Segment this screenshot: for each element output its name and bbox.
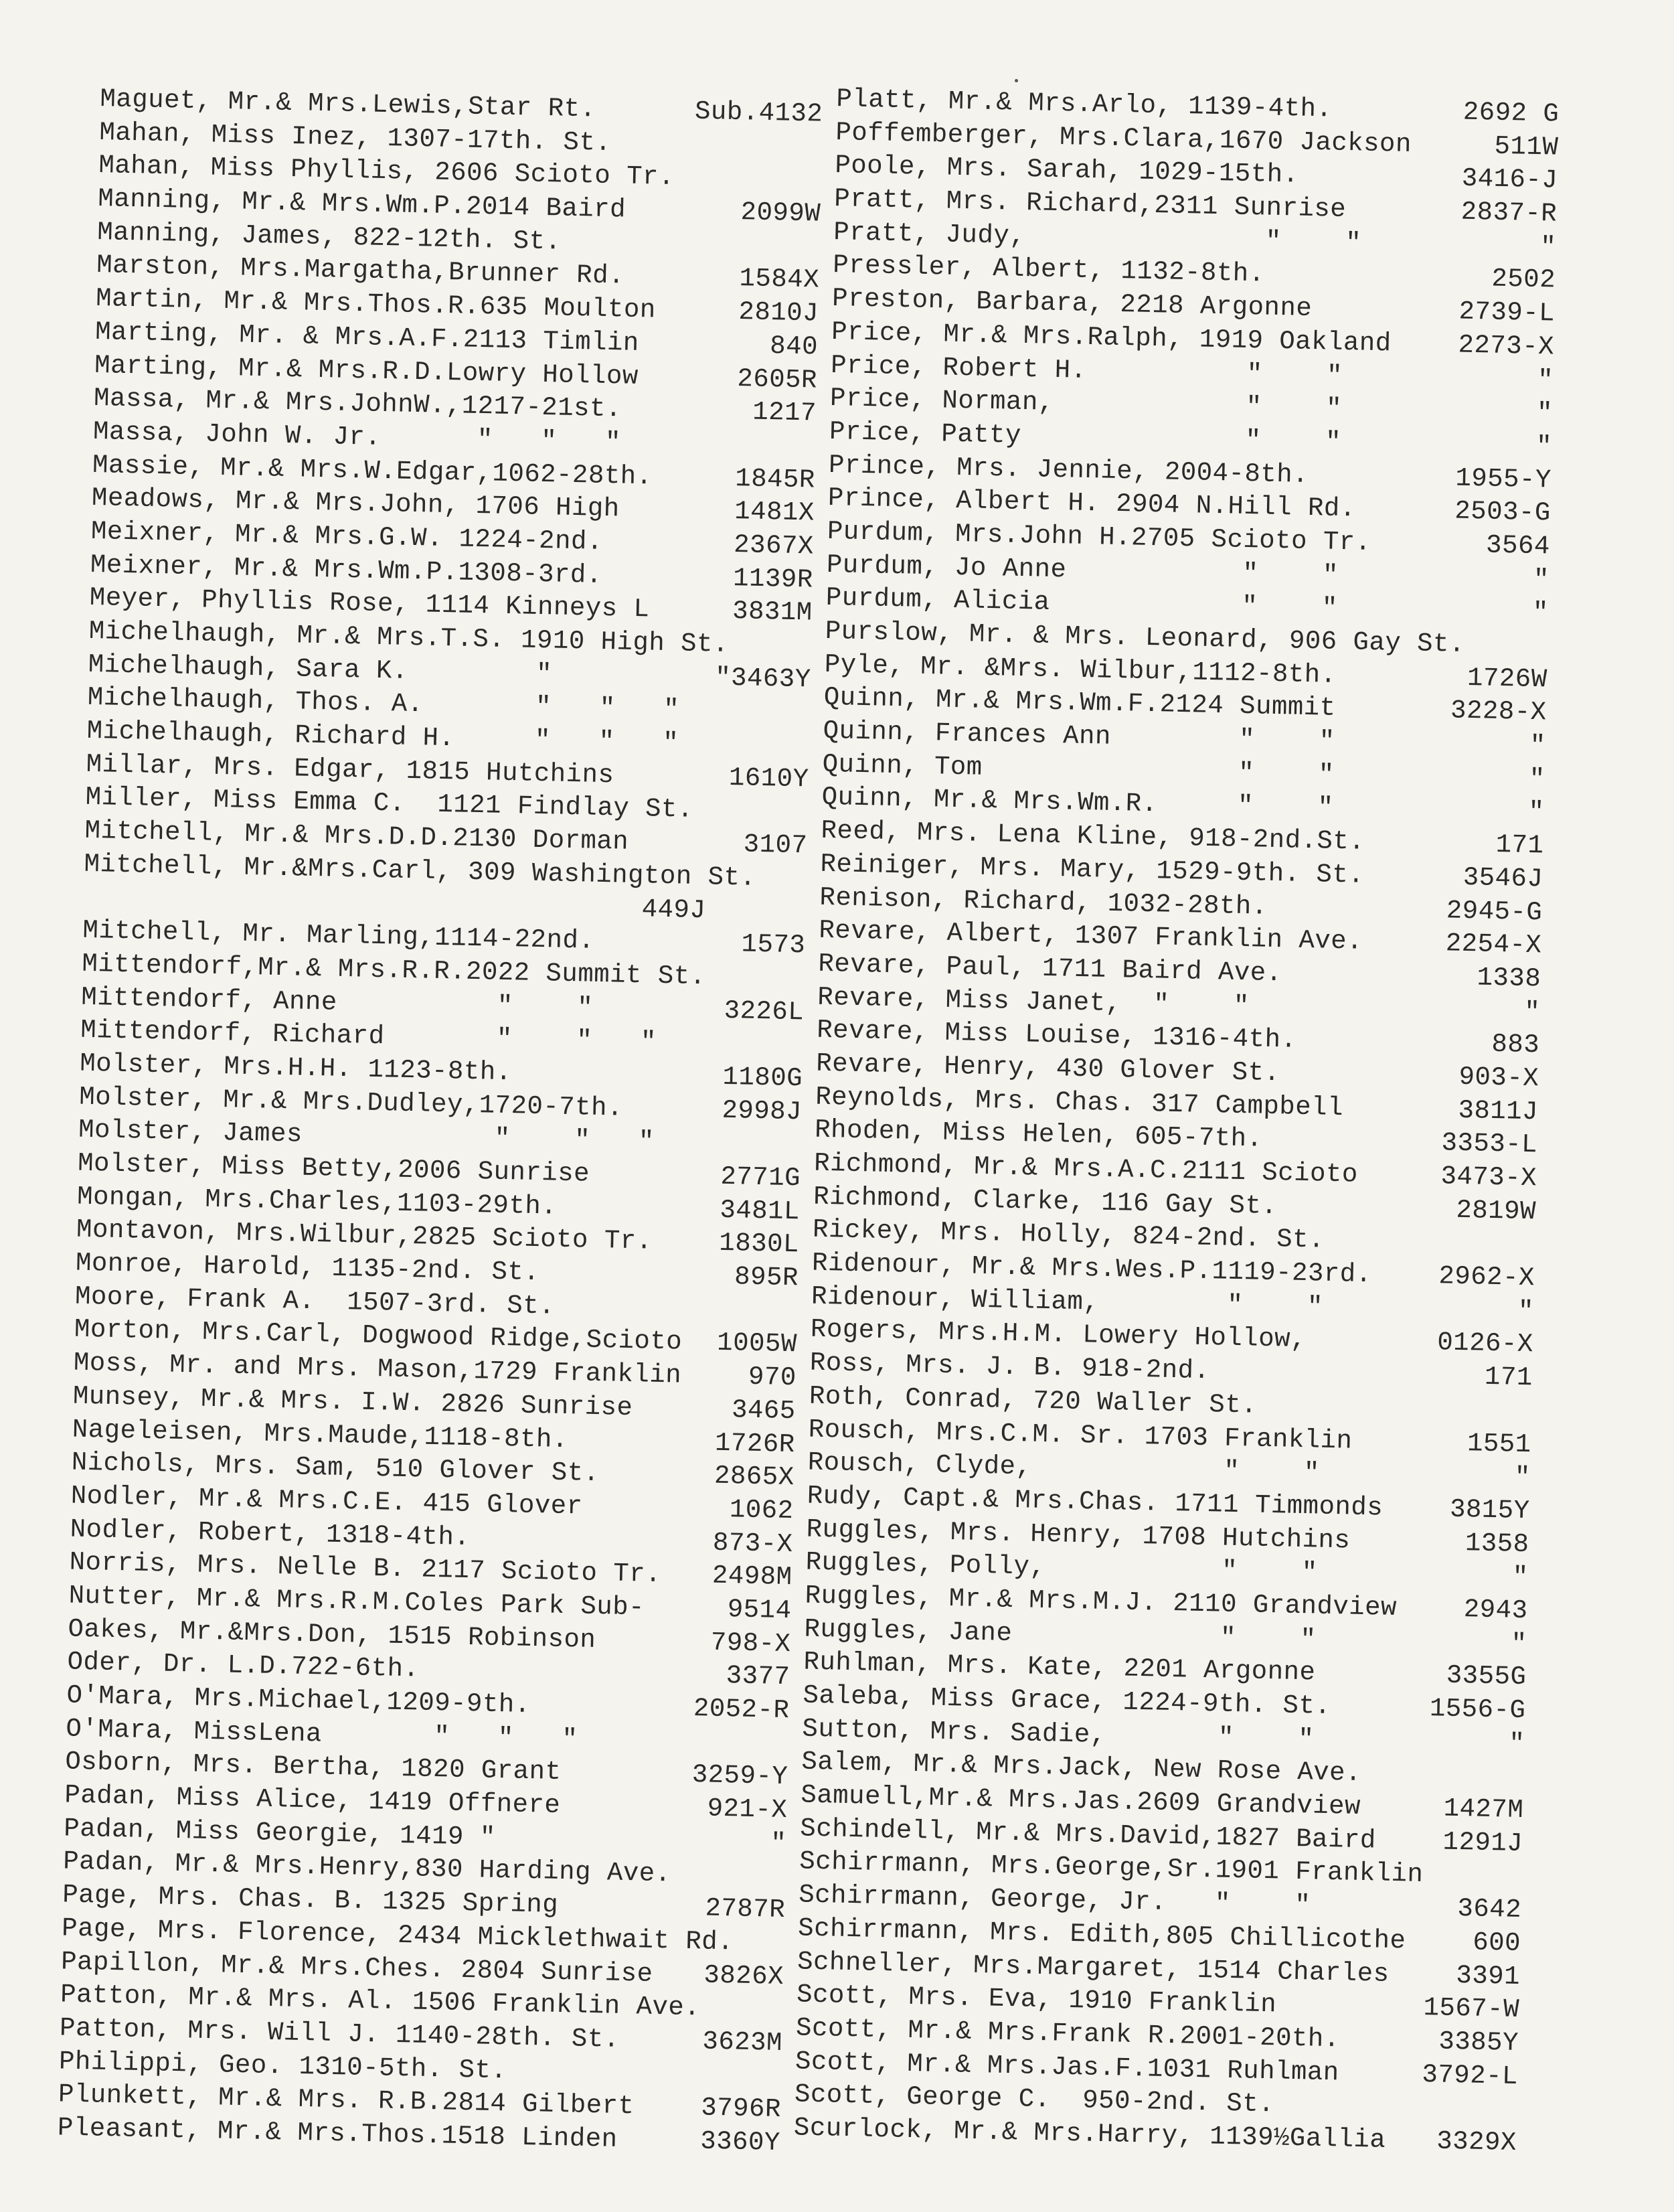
entry-name-address: Pyle, Mr. &Mrs. Wilbur,1112-8th.: [824, 649, 1337, 690]
entry-phone: 1726W: [1467, 663, 1548, 695]
entry-phone: 2998J: [722, 1095, 803, 1127]
entry-name-address: Quinn, Mr.& Mrs.Wm.F.2124 Summit: [823, 683, 1336, 724]
entry-name-address: O'Mara, MissLena " " ": [66, 1714, 578, 1755]
entry-name-address: Rogers, Mrs.H.M. Lowery Hollow,: [810, 1315, 1307, 1355]
entry-name-address: Norris, Mrs. Nelle B. 2117 Scioto Tr.: [69, 1547, 662, 1590]
entry-name-address: Nichols, Mrs. Sam, 510 Glover St.: [71, 1447, 600, 1489]
entry-phone: 1551: [1467, 1428, 1532, 1459]
entry-phone: 903-X: [1458, 1062, 1539, 1094]
entry-name-address: Scott, Mr.& Mrs.Jas.F.1031 Ruhlman: [794, 2046, 1340, 2087]
entry-phone: 600: [1472, 1927, 1521, 1958]
entry-name-address: Pratt, Judy, " ": [833, 217, 1362, 258]
entry-name-address: Scott, Mrs. Eva, 1910 Franklin: [796, 1980, 1277, 2020]
entry-name-address: Rousch, Clyde, " ": [807, 1447, 1321, 1488]
entry-phone: 3385Y: [1438, 2027, 1519, 2058]
entry-phone: ": [1529, 730, 1546, 761]
entry-name-address: Price, Patty " ": [829, 416, 1342, 457]
entry-phone: ": [1533, 564, 1550, 595]
entry-phone: 2787R: [705, 1893, 786, 1925]
right-column: [793, 83, 1559, 2160]
entry-phone: 2865X: [714, 1461, 795, 1493]
entry-name-address: Ruggles, Mrs. Henry, 1708 Hutchins: [806, 1514, 1351, 1556]
entry-phone: 2945-G: [1446, 895, 1543, 927]
entry-phone: 3228-X: [1450, 696, 1547, 728]
entry-phone: 2502: [1491, 264, 1556, 295]
entry-phone: 840: [769, 331, 819, 362]
entry-phone: 2367X: [733, 530, 815, 562]
entry-phone: 3377: [726, 1661, 790, 1692]
entry-name-address: Scurlock, Mr.& Mrs.Harry, 1139½Gallia: [793, 2113, 1386, 2155]
entry-name-address: Mittendorf, Richard " " ": [80, 1015, 657, 1057]
entry-phone: 3481L: [719, 1195, 801, 1227]
entry-name-address: Mongan, Mrs.Charles,1103-29th.: [76, 1182, 558, 1222]
entry-name-address: Rousch, Mrs.C.M. Sr. 1703 Franklin: [808, 1415, 1353, 1456]
entry-phone: 1830L: [718, 1229, 800, 1260]
entry-name-address: Manning, James, 822-12th. St.: [96, 217, 562, 257]
entry-name-address: Michelhaugh, Mr.& Mrs.T.S. 1910 High St.: [88, 616, 730, 659]
entry-phone: 3564: [1485, 530, 1551, 562]
entry-name-address: Purdum, Mrs.John H.2705 Scioto Tr.: [827, 516, 1371, 558]
entry-name-address: Schirrmann, Mrs. Edith,805 Chillicothe: [797, 1913, 1406, 1956]
entry-name-address: Price, Robert H. " ": [830, 350, 1343, 391]
entry-phone: 3259-Y: [691, 1760, 788, 1792]
entry-phone: 1481X: [734, 497, 815, 528]
entry-phone: 1005W: [716, 1328, 798, 1360]
entry-name-address: Marston, Mrs.Margatha,Brunner Rd.: [96, 250, 625, 291]
entry-name-address: Page, Mrs. Florence, 2434 Micklethwait Rd.: [61, 1913, 734, 1958]
entry-name-address: Prince, Mrs. Jennie, 2004-8th.: [828, 450, 1309, 490]
entry-phone: 0126-X: [1436, 1328, 1534, 1360]
entry-name-address: Ruggles, Jane " ": [804, 1614, 1317, 1655]
entry-name-address: Marting, Mr. & Mrs.A.F.2113 Timlin: [94, 317, 640, 358]
entry-phone: ": [1512, 1562, 1529, 1593]
entry-phone: 3473-X: [1440, 1162, 1537, 1194]
entry-phone: ": [770, 1828, 787, 1859]
entry-phone: 1726R: [714, 1428, 796, 1459]
entry-name-address: Mittendorf, Anne " ": [80, 982, 594, 1023]
entry-name-address: Revare, Paul, 1711 Baird Ave.: [817, 949, 1282, 989]
entry-name-address: Marting, Mr.& Mrs.R.D.Lowry Hollow: [94, 350, 639, 392]
entry-name-address: Schindell, Mr.& Mrs.David,1827 Baird: [799, 1814, 1377, 1856]
entry-name-address: Millar, Mrs. Edgar, 1815 Hutchins: [86, 749, 614, 791]
entry-phone: 449J: [641, 894, 706, 925]
entry-name-address: Massa, Mr.& Mrs.JohnW.,1217-21st.: [93, 384, 622, 424]
entry-phone: 2254-X: [1445, 929, 1542, 961]
entry-phone: 3329X: [1436, 2126, 1517, 2158]
entry-phone: 3815Y: [1449, 1494, 1531, 1526]
entry-name-address: Michelhaugh, Sara K. ": [88, 649, 553, 690]
entry-name-address: Nageleisen, Mrs.Maude,1118-8th.: [72, 1415, 569, 1455]
entry-name-address: Meadows, Mr.& Mrs.John, 1706 High: [91, 483, 620, 524]
entry-name-address: Molster, Mr.& Mrs.Dudley,1720-7th.: [78, 1082, 624, 1123]
entry-name-address: Massie, Mr.& Mrs.W.Edgar,1062-28th.: [92, 450, 653, 491]
entry-name-address: Oder, Dr. L.D.722-6th.: [67, 1647, 420, 1684]
entry-name-address: Renison, Richard, 1032-28th.: [819, 882, 1268, 922]
entry-phone: ": [1535, 431, 1553, 462]
entry-phone: 3831M: [732, 597, 813, 628]
entry-phone: 1567-W: [1423, 1993, 1520, 2025]
entry-name-address: Preston, Barbara, 2218 Argonne: [831, 284, 1313, 324]
entry-name-address: Ridenour, William, " ": [811, 1281, 1324, 1322]
entry-name-address: Nodler, Robert, 1318-4th.: [70, 1514, 471, 1553]
entry-name-address: Page, Mrs. Chas. B. 1325 Spring: [62, 1880, 559, 1921]
entry-phone: Sub.4132: [694, 96, 823, 129]
entry-name-address: Mitchell, Mr.&Mrs.Carl, 309 Washington St.: [84, 849, 756, 893]
entry-phone: 2810J: [738, 297, 819, 329]
entry-phone: 171: [1495, 830, 1544, 861]
entry-name-address: Maguet, Mr.& Mrs.Lewis,Star Rt.: [100, 84, 596, 125]
entry-phone: 2692 G: [1462, 97, 1560, 129]
entry-phone: 3642: [1457, 1894, 1522, 1925]
entry-name-address: Revare, Henry, 430 Glover St.: [815, 1048, 1280, 1089]
entry-phone: 921-X: [707, 1794, 788, 1826]
entry-phone: ": [1536, 398, 1554, 428]
entry-phone: 3355G: [1446, 1660, 1527, 1692]
entry-phone: 2498M: [712, 1561, 792, 1593]
entry-phone: 970: [748, 1362, 797, 1393]
entry-phone: 1556-G: [1429, 1694, 1526, 1726]
entry-phone: ": [1537, 365, 1554, 396]
entry-name-address: Purslow, Mr. & Mrs. Leonard, 906 Gay St.: [825, 616, 1466, 659]
entry-name-address: Meyer, Phyllis Rose, 1114 Kinneys L: [89, 583, 650, 625]
entry-phone: 3391: [1455, 1960, 1521, 1992]
entry-name-address: Price, Norman, " ": [829, 384, 1343, 424]
entry-name-address: Ruggles, Mr.& Mrs.M.J. 2110 Grandview: [805, 1581, 1398, 1623]
entry-name-address: Rudy, Capt.& Mrs.Chas. 1711 Timmonds: [807, 1481, 1384, 1523]
entry-name-address: Munsey, Mr.& Mrs. I.W. 2826 Sunrise: [72, 1381, 633, 1423]
entry-name-address: Poffemberger, Mrs.Clara,1670 Jackson: [835, 117, 1412, 159]
entry-name-address: Plunkett, Mr.& Mrs. R.B.2814 Gilbert: [58, 2079, 635, 2122]
entry-name-address: Massa, John W. Jr. " " ": [92, 416, 622, 458]
entry-phone: ": [1511, 1629, 1527, 1659]
entry-name-address: Molster, Mrs.H.H. 1123-8th.: [79, 1048, 513, 1088]
entry-name-address: Patton, Mrs. Will J. 1140-28th. St.: [59, 2013, 620, 2055]
entry-name-address: Salem, Mr.& Mrs.Jack, New Rose Ave.: [801, 1747, 1362, 1789]
entry-phone: 2273-X: [1458, 330, 1555, 362]
entry-phone: 1358: [1464, 1528, 1529, 1559]
entry-name-address: Sutton, Mrs. Sadie, " ": [802, 1714, 1315, 1755]
entry-name-address: Quinn, Mr.& Mrs.Wm.R. " ": [821, 783, 1334, 823]
entry-phone: 9514: [727, 1595, 792, 1626]
entry-name-address: Mitchell, Mr. Marling,1114-22nd.: [82, 915, 595, 956]
entry-name-address: Scott, George C. 950-2nd. St.: [794, 2079, 1275, 2120]
entry-phone: 2739-L: [1458, 297, 1556, 329]
entry-phone: ": [1528, 797, 1545, 827]
entry-phone: 2099W: [740, 198, 821, 229]
entry-phone: ": [1517, 1296, 1535, 1326]
entry-name-address: Ruhlman, Mrs. Kate, 2201 Argonne: [803, 1647, 1316, 1688]
entry-name-address: Pratt, Mrs. Richard,2311 Sunrise: [833, 184, 1347, 225]
entry-name-address: Samuell,Mr.& Mrs.Jas.2609 Grandview: [800, 1780, 1361, 1822]
entry-phone: ": [1539, 232, 1557, 262]
entry-name-address: Richmond, Clarke, 116 Gay St.: [813, 1182, 1278, 1221]
entry-phone: 1845R: [734, 463, 816, 495]
entry-phone: 2962-X: [1438, 1261, 1535, 1293]
entry-name-address: Ruggles, Polly, " ": [805, 1547, 1318, 1588]
entry-name-address: Poole, Mrs. Sarah, 1029-15th.: [834, 151, 1299, 190]
entry-name-address: Rickey, Mrs. Holly, 824-2nd. St.: [812, 1215, 1325, 1256]
entry-phone: 511W: [1494, 131, 1559, 163]
entry-phone: 2943: [1463, 1595, 1528, 1626]
entry-name-address: Moore, Frank A. 1507-3rd. St.: [74, 1281, 556, 1322]
entry-phone: ": [1514, 1462, 1531, 1493]
entry-phone: 883: [1491, 1030, 1540, 1060]
entry-name-address: Reed, Mrs. Lena Kline, 918-2nd.St.: [821, 815, 1365, 857]
entry-phone: 2605R: [736, 364, 818, 396]
entry-name-address: Mahan, Miss Inez, 1307-17th. St.: [98, 117, 612, 158]
entry-phone: 3546J: [1462, 862, 1543, 894]
entry-name-address: Miller, Miss Emma C. 1121 Findlay St.: [85, 783, 694, 825]
entry-phone: 1139R: [732, 563, 814, 595]
entry-name-address: O'Mara, Mrs.Michael,1209-9th.: [66, 1680, 531, 1720]
entry-name-address: Price, Mr.& Mrs.Ralph, 1919 Oakland: [831, 317, 1392, 359]
entry-name-address: Mahan, Miss Phyllis, 2606 Scioto Tr.: [98, 151, 675, 193]
entry-name-address: Moss, Mr. and Mrs. Mason,1729 Franklin: [73, 1348, 682, 1391]
entry-phone: 2819W: [1455, 1195, 1537, 1227]
entry-name-address: Meixner, Mr.& Mrs.G.W. 1224-2nd.: [90, 516, 604, 557]
entry-name-address: Montavon, Mrs.Wilbur,2825 Scioto Tr.: [76, 1215, 653, 1257]
entry-phone: ": [1523, 997, 1541, 1027]
entry-phone: 3353-L: [1441, 1128, 1538, 1160]
entry-name-address: Platt, Mr.& Mrs.Arlo, 1139-4th.: [836, 84, 1333, 125]
entry-name-address: Schirrmann, Mrs.George,Sr.1901 Franklin: [799, 1846, 1424, 1890]
entry-phone: 3465: [731, 1395, 797, 1426]
entry-phone: 1062: [729, 1495, 794, 1526]
entry-name-address: Revare, Albert, 1307 Franklin Ave.: [819, 915, 1363, 957]
entry-phone: "3463Y: [714, 663, 812, 695]
entry-name-address: Molster, James " " ": [78, 1115, 655, 1157]
entry-phone: 3107: [743, 830, 808, 861]
entry-phone: 3796R: [700, 2093, 782, 2125]
entry-name-address: Ross, Mrs. J. B. 918-2nd.: [809, 1348, 1210, 1387]
entry-phone: 1427M: [1443, 1794, 1524, 1826]
entry-phone: 3360Y: [699, 2126, 781, 2158]
entry-name-address: Philippi, Geo. 1310-5th. St.: [58, 2046, 507, 2085]
entry-name-address: Purdum, Alicia " ": [825, 583, 1339, 624]
entry-name-address: Rhoden, Miss Helen, 605-7th.: [814, 1115, 1263, 1154]
entry-name-address: Reynolds, Mrs. Chas. 317 Campbell: [815, 1082, 1344, 1123]
entry-name-address: Revare, Miss Louise, 1316-4th.: [816, 1015, 1297, 1055]
entry-name-address: Padan, Miss Alice, 1419 Offnere: [64, 1780, 561, 1821]
entry-name-address: Manning, Mr.& Mrs.Wm.P.2014 Baird: [97, 184, 626, 225]
entry-name-address: Scott, Mr.& Mrs.Frank R.2001-20th.: [795, 2013, 1341, 2055]
entry-name-address: Prince, Albert H. 2904 N.Hill Rd.: [827, 483, 1357, 524]
entry-name-address: Schneller, Mrs.Margaret, 1514 Charles: [797, 1946, 1390, 1989]
entry-name-address: Quinn, Tom " ": [822, 749, 1335, 790]
left-column: [57, 83, 823, 2160]
entry-name-address: Patton, Mr.& Mrs. Al. 1506 Franklin Ave.: [60, 1980, 701, 2023]
entry-phone: 3811J: [1458, 1095, 1539, 1127]
entry-phone: 1180G: [722, 1062, 803, 1094]
entry-phone: 2771G: [720, 1162, 801, 1194]
ink-speck: [1015, 79, 1018, 82]
entry-phone: 2503-G: [1454, 496, 1552, 528]
entry-name-address: Martin, Mr.& Mrs.Thos.R.635 Moulton: [95, 284, 657, 325]
entry-name-address: Purdum, Jo Anne " ": [826, 550, 1339, 590]
entry-name-address: Pressler, Albert, 1132-8th.: [832, 250, 1266, 289]
entry-name-address: Ridenour, Mr.& Mrs.Wes.P.1119-23rd.: [811, 1248, 1372, 1290]
entry-phone: 873-X: [712, 1528, 793, 1559]
entry-name-address: Mitchell, Mr.& Mrs.D.D.2130 Dorman: [84, 815, 629, 857]
entry-phone: 2837-R: [1460, 197, 1558, 229]
entry-name-address: Reiniger, Mrs. Mary, 1529-9th. St.: [820, 849, 1365, 890]
entry-phone: 1291J: [1442, 1827, 1523, 1859]
entry-name-address: Monroe, Harold, 1135-2nd. St.: [75, 1248, 540, 1288]
entry-phone: 3792-L: [1421, 2059, 1519, 2091]
entry-name-address: Richmond, Mr.& Mrs.A.C.2111 Scioto: [813, 1148, 1359, 1190]
entry-name-address: Nodler, Mr.& Mrs.C.E. 415 Glover: [70, 1481, 584, 1522]
entry-phone: 895R: [734, 1262, 799, 1293]
entry-phone: 1955-Y: [1454, 463, 1552, 495]
entry-name-address: Oakes, Mr.&Mrs.Don, 1515 Robinson: [68, 1614, 596, 1655]
entry-phone: 1217: [752, 397, 817, 428]
entry-phone: ": [1508, 1729, 1525, 1759]
entry-phone: ": [1529, 764, 1545, 795]
entry-name-address: Papillon, Mr.& Mrs.Ches. 2804 Sunrise: [60, 1946, 653, 1989]
entry-name-address: Nutter, Mr.& Mrs.R.M.Coles Park Sub-: [68, 1581, 645, 1623]
entry-name-address: Michelhaugh, Richard H. " " ": [86, 716, 679, 759]
entry-name-address: Roth, Conrad, 720 Waller St.: [809, 1381, 1258, 1421]
entry-name-address: Revare, Miss Janet, " ": [817, 982, 1250, 1021]
entry-phone: 3226L: [724, 996, 805, 1027]
entry-phone: 798-X: [710, 1628, 791, 1659]
entry-phone: 171: [1484, 1362, 1533, 1393]
entry-name-address: Padan, Miss Georgie, 1419 ": [63, 1814, 497, 1852]
entry-phone: 3623M: [701, 2027, 783, 2058]
entry-name-address: Mittendorf,Mr.& Mrs.R.R.2022 Summit St.: [81, 949, 706, 992]
entry-name-address: Saleba, Miss Grace, 1224-9th. St.: [803, 1680, 1331, 1721]
entry-name-address: Molster, Miss Betty,2006 Sunrise: [77, 1148, 590, 1189]
entry-phone: 2052-R: [693, 1694, 790, 1726]
entry-name-address: Padan, Mr.& Mrs.Henry,830 Harding Ave.: [62, 1846, 671, 1889]
entry-phone: 1573: [741, 929, 806, 961]
entry-phone: 1584X: [739, 264, 820, 295]
entry-phone: 1610Y: [728, 763, 809, 795]
entry-name-address: Quinn, Frances Ann " ": [823, 716, 1335, 757]
entry-name-address: Meixner, Mr.& Mrs.Wm.P.1308-3rd.: [90, 550, 603, 590]
entry-phone: 3416-J: [1461, 163, 1558, 195]
entry-phone: 1338: [1477, 963, 1541, 994]
entry-name-address: Osborn, Mrs. Bertha, 1820 Grant: [65, 1747, 562, 1788]
entry-name-address: Pleasant, Mr.& Mrs.Thos.1518 Linden: [57, 2113, 618, 2154]
entry-phone: ": [1532, 598, 1550, 628]
entry-phone: 3826X: [703, 1960, 784, 1992]
entry-name-address: Morton, Mrs.Carl, Dogwood Ridge,Scioto: [74, 1315, 683, 1358]
entry-name-address: Schirrmann, George, Jr. " ": [798, 1880, 1311, 1921]
entry-name-address: Michelhaugh, Thos. A. " " ": [87, 683, 680, 725]
